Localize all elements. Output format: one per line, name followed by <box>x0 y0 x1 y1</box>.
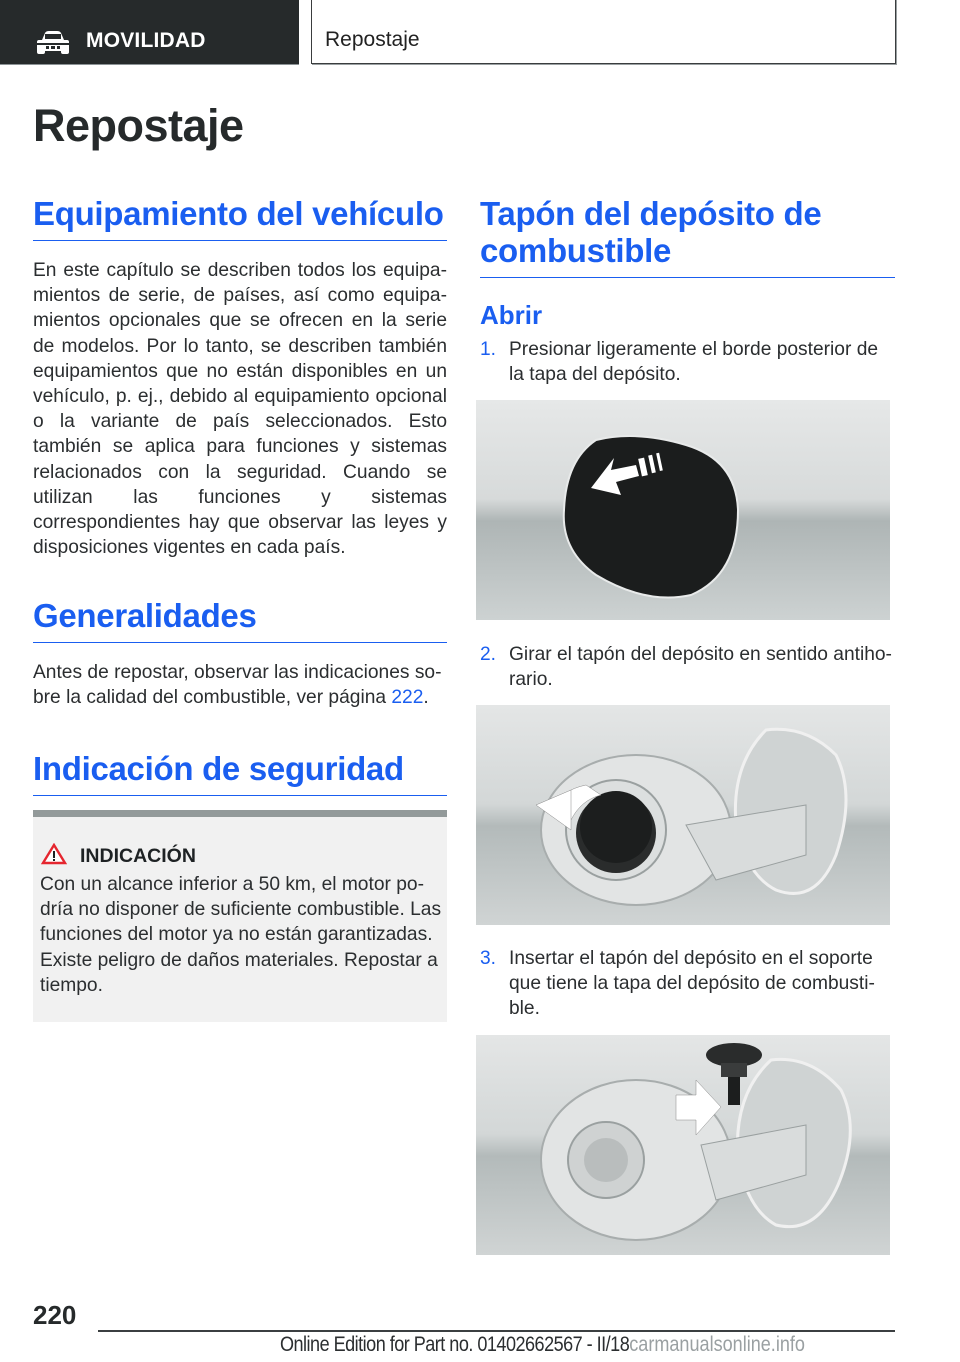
warning-triangle-icon <box>41 843 67 865</box>
step-3 <box>480 946 896 1022</box>
footer-edition <box>280 1333 805 1357</box>
fuel-cap-holder-illustration <box>476 1035 890 1255</box>
notice-text: Con un alcance inferior a 50 km, el motor podría no disponer de suficiente combustible. Las funciones del motor ya no están garantizadas. Existe peligro de daños materiales. Repostar a tiempo. <box>40 874 442 996</box>
equipamiento-body: En este capítulo se describen todos los equipamientos de serie, de países, así como equipamientos opcionales que se ofrecen en la serie de modelos. Por lo tanto, se describen también equipamientos que no están disponibles en un vehículo, p. ej., debido al equipamiento opcional o la variante de país seleccionados. Esto también se aplica para funciones y sistemas relacionados con la seguridad. Cuando se utilizan las funciones y sistemas correspondientes hay que observar las leyes y disposiciones vigentes en cada país. <box>33 260 447 559</box>
seguridad-heading: Indicación de seguridad <box>33 750 447 796</box>
car-icon <box>36 31 70 55</box>
step-number: 3. <box>480 948 497 969</box>
equipamiento-section <box>33 195 447 560</box>
seguridad-section <box>33 750 447 796</box>
step-text: Girar el tapón del depósito en sentido antihorario. <box>509 644 892 691</box>
watermark: carmanualsonline.info <box>629 1333 805 1356</box>
page-link-222[interactable]: 222 <box>391 687 424 709</box>
tapon-section <box>480 195 895 331</box>
page-title: Repostaje <box>33 100 244 151</box>
fuel-cap-turn-illustration <box>476 705 890 925</box>
chapter-label: Repostaje <box>325 28 420 51</box>
step-number: 2. <box>480 644 497 665</box>
step-text: Presionar ligeramente el borde posterior de la tapa del depósito. <box>509 339 879 386</box>
generalidades-section <box>33 597 447 710</box>
abrir-subheading: Abrir <box>480 300 543 330</box>
edition-text: Online Edition for Part no. 01402662567 - II/18 <box>280 1333 630 1356</box>
generalidades-text: Antes de repostar, observar las indicaciones sobre la calidad del combustible, ver página <box>33 662 442 709</box>
step-text: Insertar el tapón del depósito en el soporte que tiene la tapa del depósito de combustible. <box>509 948 875 1020</box>
tapon-heading: Tapón del depósito de combustible <box>480 195 895 278</box>
period: . <box>423 687 429 709</box>
step-2 <box>480 642 896 692</box>
fuel-flap-press-illustration <box>476 400 890 620</box>
generalidades-body <box>33 660 447 710</box>
section-tab <box>0 0 299 65</box>
equipamiento-heading: Equipamiento del vehículo <box>33 195 447 241</box>
footer-divider <box>98 1330 895 1332</box>
notice-box <box>33 810 447 1022</box>
step-1 <box>480 337 896 387</box>
generalidades-heading: Generalidades <box>33 597 447 643</box>
chapter-tab <box>311 0 896 64</box>
section-label: MOVILIDAD <box>86 29 206 52</box>
step-number: 1. <box>480 339 497 360</box>
page-number: 220 <box>33 1300 77 1330</box>
notice-title: INDICACIÓN <box>80 845 196 867</box>
